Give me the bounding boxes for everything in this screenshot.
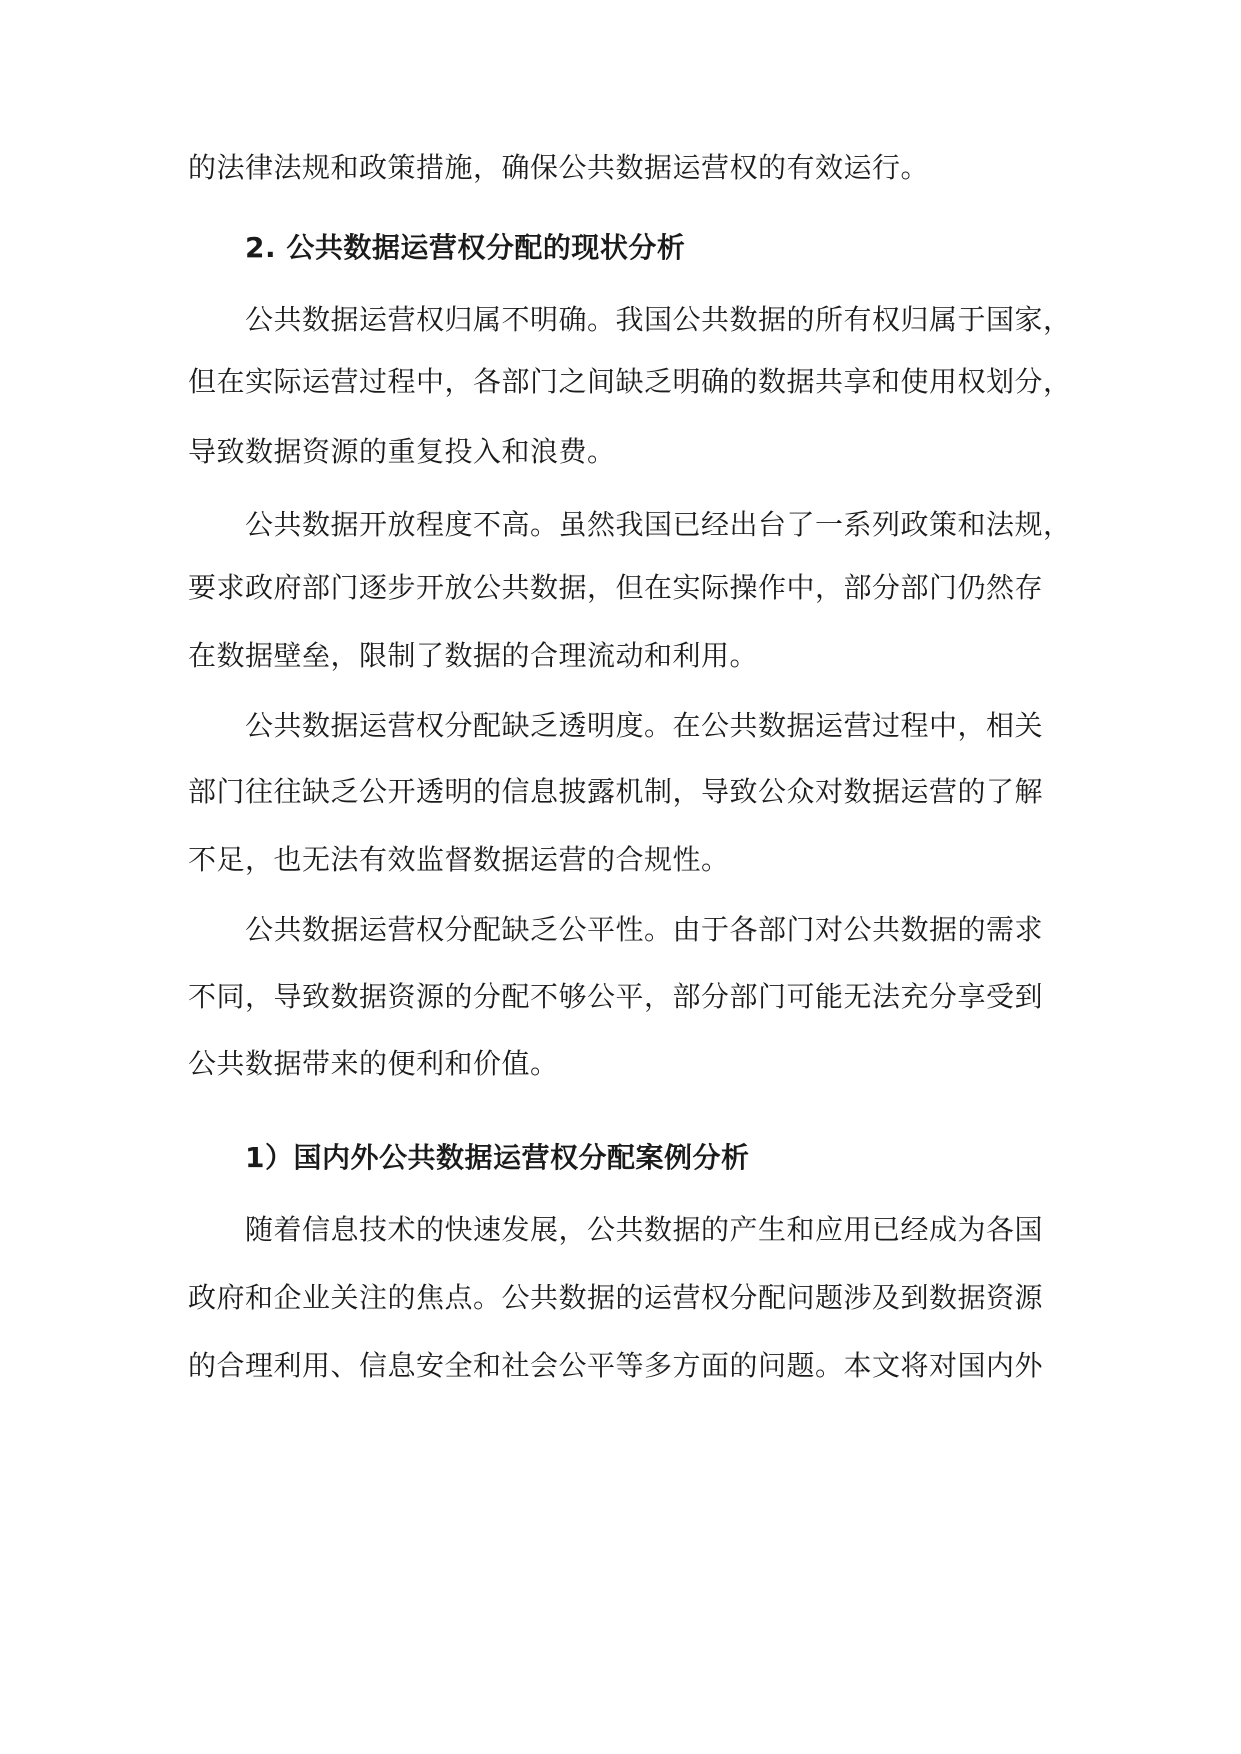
paragraph-line: 在数据壁垒，限制了数据的合理流动和利用。: [188, 639, 759, 672]
paragraph-line: 部门往往缺乏公开透明的信息披露机制，导致公众对数据运营的了解: [188, 775, 1044, 808]
paragraph-line: 公共数据运营权分配缺乏公平性。由于各部门对公共数据的需求: [245, 913, 1044, 946]
paragraph-line: 不同，导致数据资源的分配不够公平，部分部门可能无法充分享受到: [188, 980, 1044, 1013]
paragraph-line: 导致数据资源的重复投入和浪费。: [188, 435, 616, 468]
paragraph-line: 要求政府部门逐步开放公共数据，但在实际操作中，部分部门仍然存: [188, 571, 1044, 604]
paragraph-line: 的法律法规和政策措施，确保公共数据运营权的有效运行。: [188, 151, 930, 184]
paragraph-line: 公共数据开放程度不高。虽然我国已经出台了一系列政策和法规，: [245, 508, 1072, 541]
paragraph-line: 的合理利用、信息安全和社会公平等多方面的问题。本文将对国内外: [188, 1349, 1044, 1382]
paragraph-line: 政府和企业关注的焦点。公共数据的运营权分配问题涉及到数据资源: [188, 1281, 1044, 1314]
subsection-heading: 1）国内外公共数据运营权分配案例分析: [245, 1141, 750, 1174]
section-heading: 2. 公共数据运营权分配的现状分析: [245, 231, 686, 264]
paragraph-line: 但在实际运营过程中，各部门之间缺乏明确的数据共享和使用权划分，: [188, 365, 1072, 398]
paragraph-line: 公共数据带来的便利和价值。: [188, 1047, 559, 1080]
paragraph-line: 不足，也无法有效监督数据运营的合规性。: [188, 843, 730, 876]
paragraph-line: 公共数据运营权分配缺乏透明度。在公共数据运营过程中，相关: [245, 709, 1044, 742]
paragraph-line: 公共数据运营权归属不明确。我国公共数据的所有权归属于国家，: [245, 303, 1072, 336]
paragraph-line: 随着信息技术的快速发展，公共数据的产生和应用已经成为各国: [245, 1213, 1044, 1246]
